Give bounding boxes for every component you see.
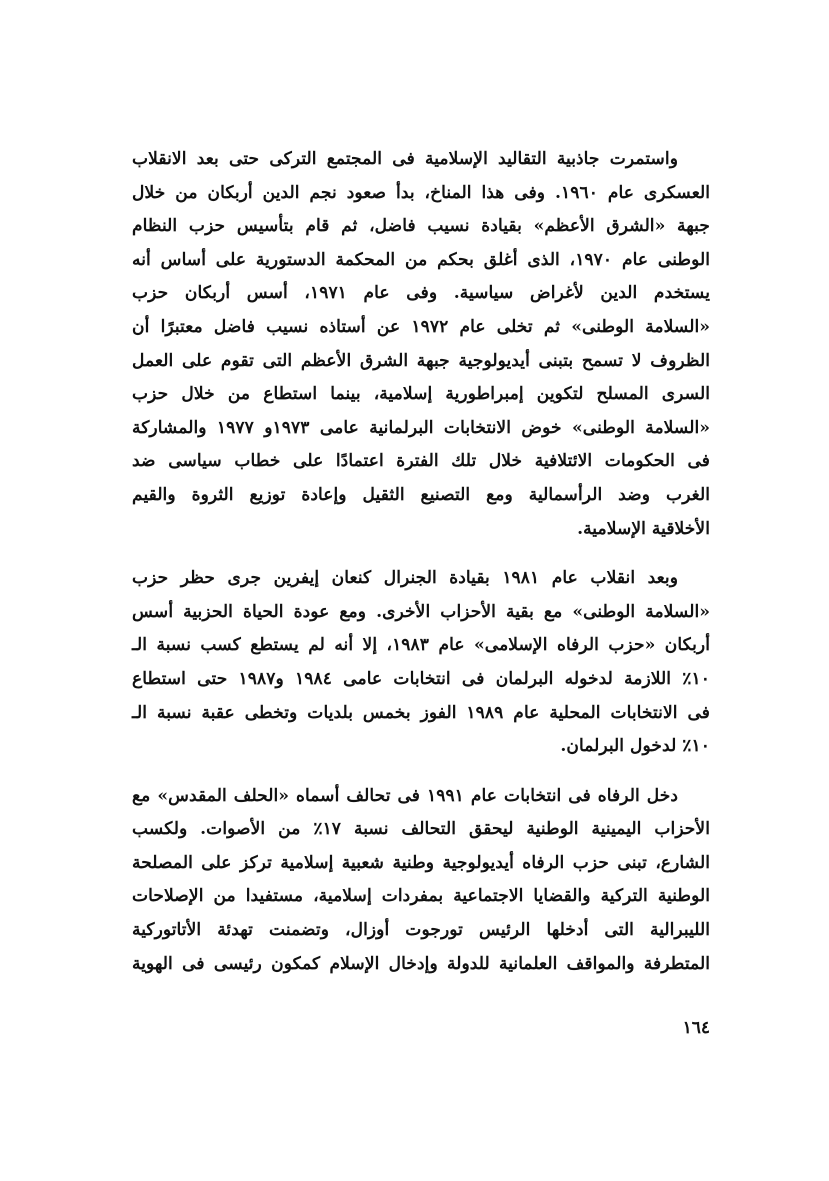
text-line: يستخدم الدين لأغراض سياسية. وفى عام ١٩٧١، أسس أربكان حزب: [132, 283, 710, 304]
text-line: السرى المسلح لتكوين إمبراطورية إسلامية، بينما استطاع من خلال حزب: [132, 384, 710, 405]
paragraph-1: [132, 143, 710, 546]
paragraph-2: [132, 562, 710, 764]
text-line: أربكان «حزب الرفاه الإسلامى» عام ١٩٨٣، إلا أنه لم يستطع كسب نسبة الـ: [132, 635, 710, 656]
text-line: الشارع، تبنى حزب الرفاه أيديولوجية وطنية شعبية إسلامية تركز على المصلحة: [132, 852, 710, 873]
text-line: جبهة «الشرق الأعظم» بقيادة نسيب فاضل، ثم قام بتأسيس حزب النظام: [132, 216, 710, 237]
text-line: الظروف لا تسمح بتبنى أيديولوجية جبهة الشرق الأعظم التى تقوم على العمل: [132, 350, 710, 371]
text-line: الأخلاقية الإسلامية.: [577, 518, 710, 539]
text-line: «السلامة الوطنى» ثم تخلى عام ١٩٧٢ عن أستاذه نسيب فاضل معتبرًا أن: [132, 316, 710, 337]
text-line: «السلامة الوطنى» مع بقية الأحزاب الأخرى. ومع عودة الحياة الحزبية أسس: [132, 601, 710, 622]
text-line: دخل الرفاه فى انتخابات عام ١٩٩١ فى تحالف أسماه «الحلف المقدس» مع: [132, 785, 679, 806]
text-line: العسكرى عام ١٩٦٠. وفى هذا المناخ، بدأ صعود نجم الدين أربكان من خلال: [132, 182, 710, 203]
page-number: ١٦٤: [682, 1018, 710, 1038]
text-line: المتطرفة والمواقف العلمانية للدولة وإدخال الإسلام كمكون رئيسى فى الهوية: [132, 953, 710, 974]
text-line: وبعد انقلاب عام ١٩٨١ بقيادة الجنرال كنعان إيفرين جرى حظر حزب: [132, 568, 679, 589]
text-line: فى الحكومات الائتلافية خلال تلك الفترة اعتمادًا على خطاب سياسى ضد: [132, 451, 710, 472]
text-line: الأحزاب اليمينية الوطنية ليحقق التحالف نسبة ١٧٪ من الأصوات. ولكسب: [132, 819, 711, 840]
body-text: [132, 143, 710, 981]
text-line: الليبرالية التى أدخلها الرئيس تورجوت أوزال، وتضمنت تهدئة الأتاتوركية: [132, 920, 710, 941]
text-line: الوطنية التركية والقضايا الاجتماعية بمفردات إسلامية، مستفيدا من الإصلاحات: [132, 886, 710, 907]
text-line: ١٠٪ لدخول البرلمان.: [560, 736, 710, 757]
text-line: الغرب وضد الرأسمالية ومع التصنيع الثقيل وإعادة توزيع الثروة والقيم: [132, 484, 710, 505]
paragraph-3: [132, 780, 710, 982]
text-line: واستمرت جاذبية التقاليد الإسلامية فى المجتمع التركى حتى بعد الانقلاب: [132, 149, 678, 169]
text-line: «السلامة الوطنى» خوض الانتخابات البرلمانية عامى ١٩٧٣و ١٩٧٧ والمشاركة: [132, 417, 711, 438]
text-line: الوطنى عام ١٩٧٠، الذى أغلق بحكم من المحكمة الدستورية على أساس أنه: [132, 249, 710, 270]
text-line: فى الانتخابات المحلية عام ١٩٨٩ الفوز بخمس بلديات وتخطى عقبة نسبة الـ: [132, 702, 711, 723]
text-line: ١٠٪ اللازمة لدخوله البرلمان فى انتخابات عامى ١٩٨٤ و١٩٨٧ حتى استطاع: [132, 668, 710, 689]
